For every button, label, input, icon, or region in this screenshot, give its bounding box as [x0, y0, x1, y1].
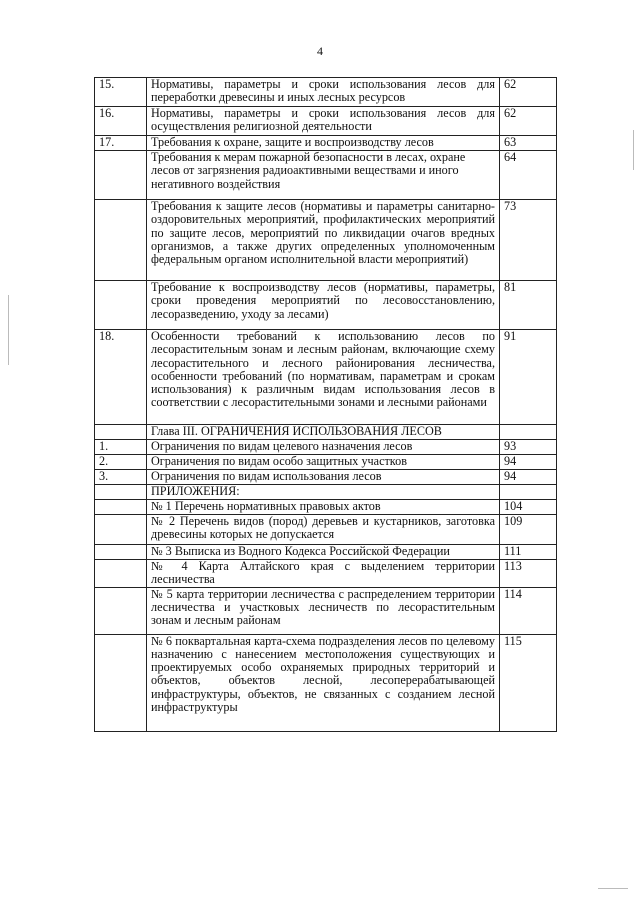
toc-row-title: Нормативы, параметры и сроки использования лесов для осуществления религиозной деятельности	[147, 107, 500, 136]
toc-row-page: 104	[500, 500, 557, 515]
toc-row-page: 115	[500, 634, 557, 731]
toc-row	[95, 500, 557, 515]
toc-row	[95, 200, 557, 281]
chapter-heading: Глава III. ОГРАНИЧЕНИЯ ИСПОЛЬЗОВАНИЯ ЛЕСОВ	[147, 425, 500, 440]
toc-row-page: 81	[500, 281, 557, 330]
toc-row-number: 18.	[95, 330, 147, 425]
toc-row-number: 16.	[95, 107, 147, 136]
toc-row-title: Ограничения по видам особо защитных участков	[147, 455, 500, 470]
toc-row-number	[95, 425, 147, 440]
toc-row-number	[95, 151, 147, 200]
toc-row	[95, 470, 557, 485]
toc-row-number: 17.	[95, 136, 147, 151]
scan-artifact	[8, 295, 9, 365]
toc-row-number	[95, 634, 147, 731]
toc-row	[95, 425, 557, 440]
toc-row-title: Требования к защите лесов (нормативы и параметры санитарно-оздоровительных мероприятий, профилактических мероприятий по защите лесов, мероприятий по ликвидации очагов вредных организмов, а также других определенных уполномоченным федеральным органом исполнительной власти мероприятий)	[147, 200, 500, 281]
toc-row	[95, 78, 557, 107]
toc-row-title: № 1 Перечень нормативных правовых актов	[147, 500, 500, 515]
toc-row-title: Ограничения по видам использования лесов	[147, 470, 500, 485]
appendices-heading: ПРИЛОЖЕНИЯ:	[147, 485, 500, 500]
toc-row-title: № 5 карта территории лесничества с распределением территории лесничества и участковых лесничеств по лесорастительным зонам и лесным районам	[147, 587, 500, 634]
toc-row-number	[95, 545, 147, 560]
toc-row-title: № 3 Выписка из Водного Кодекса Российской Федерации	[147, 545, 500, 560]
toc-row-page	[500, 485, 557, 500]
toc-row	[95, 587, 557, 634]
toc-row-title: Особенности требований к использованию лесов по лесорастительным зонам и лесным районам, включающие схему лесорастительного и лесного районирования лесничества, особенности требований (по нормативам, параметрам и срокам использования) к различным видам использования лесов в соответствии с лесорастительными зонами и лесными районами	[147, 330, 500, 425]
toc-row-number: 3.	[95, 470, 147, 485]
toc-row	[95, 440, 557, 455]
toc-row-page: 114	[500, 587, 557, 634]
scan-artifact	[598, 888, 628, 889]
toc-row-page: 64	[500, 151, 557, 200]
toc-row-number	[95, 587, 147, 634]
toc-row	[95, 545, 557, 560]
toc-row-title: № 2 Перечень видов (пород) деревьев и кустарников, заготовка древесины которых не допускается	[147, 515, 500, 545]
toc-row	[95, 515, 557, 545]
toc-row-page: 63	[500, 136, 557, 151]
toc-row-number: 15.	[95, 78, 147, 107]
toc-row	[95, 485, 557, 500]
toc-row-number	[95, 500, 147, 515]
page-number: 4	[317, 44, 323, 58]
table-of-contents	[94, 77, 557, 732]
toc-row-title: Нормативы, параметры и сроки использования лесов для переработки древесины и иных лесных ресурсов	[147, 78, 500, 107]
toc-row-title: Требования к охране, защите и воспроизводству лесов	[147, 136, 500, 151]
toc-row	[95, 560, 557, 588]
toc-row-page	[500, 425, 557, 440]
toc-row-number	[95, 200, 147, 281]
toc-row-page: 62	[500, 78, 557, 107]
toc-row-title: № 6 поквартальная карта-схема подразделения лесов по целевому назначению с нанесением местоположения существующих и проектируемых особо охраняемых природных территорий и объектов, объектов лесной, лесоперерабатывающей инфраструктуры, объектов, не связанных с созданием лесной инфраструктуры	[147, 634, 500, 731]
toc-row-number	[95, 515, 147, 545]
toc-row-title: № 4 Карта Алтайского края с выделением территории лесничества	[147, 560, 500, 588]
toc-row-page: 91	[500, 330, 557, 425]
toc-row	[95, 136, 557, 151]
toc-row	[95, 330, 557, 425]
toc-row-page: 94	[500, 455, 557, 470]
toc-row	[95, 455, 557, 470]
toc-row-page: 109	[500, 515, 557, 545]
toc-row-page: 94	[500, 470, 557, 485]
toc-row-page: 111	[500, 545, 557, 560]
toc-row-page: 93	[500, 440, 557, 455]
toc-row-title: Ограничения по видам целевого назначения лесов	[147, 440, 500, 455]
scan-artifact	[633, 130, 634, 170]
toc-row-number	[95, 281, 147, 330]
toc-row	[95, 107, 557, 136]
toc-row	[95, 281, 557, 330]
toc-row-page: 73	[500, 200, 557, 281]
toc-row-number	[95, 560, 147, 588]
toc-row-number: 2.	[95, 455, 147, 470]
toc-row-page: 62	[500, 107, 557, 136]
toc-row-title: Требования к мерам пожарной безопасности в лесах, охране лесов от загрязнения радиоактивными веществами и иного негативного воздействия	[147, 151, 500, 200]
toc-row	[95, 634, 557, 731]
toc-row-number: 1.	[95, 440, 147, 455]
toc-row-number	[95, 485, 147, 500]
toc-row-page: 113	[500, 560, 557, 588]
toc-row	[95, 151, 557, 200]
toc-row-title: Требование к воспроизводству лесов (нормативы, параметры, сроки проведения мероприятий по лесовосстановлению, лесоразведению, уходу за лесами)	[147, 281, 500, 330]
